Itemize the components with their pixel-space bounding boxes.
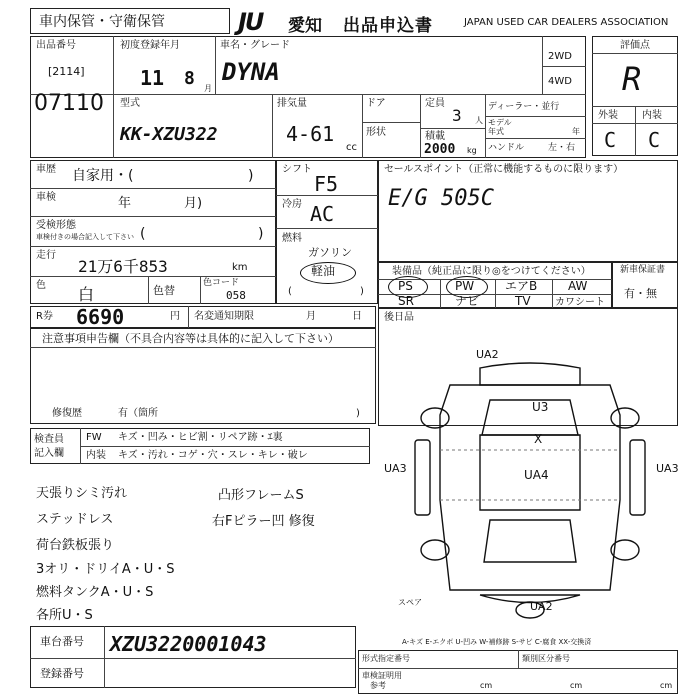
ps-circle [388,276,428,298]
recycle-value: 6690 [76,305,125,329]
sales-point-value: E/G 505C [388,186,494,211]
reg-paren-open: ( [140,226,146,242]
damage-legend: A-キズ E-エクボ U-凹み W-補修跡 S-サビ C-腐食 XX-交換済 [402,638,592,646]
first-reg-unit: 月 [204,84,212,93]
exterior-value: C [604,128,617,152]
name-change-day: 日 [352,311,362,322]
rating-value: R [622,60,642,98]
capacity-label: 定員 [425,98,445,109]
color-value: 白 [78,285,95,304]
load-label: 積載 [425,131,445,142]
inspection-month: 月) [184,196,203,211]
color-label: 色 [36,280,46,291]
first-reg-year: 11 [140,66,165,90]
mileage-label: 走行 [36,250,56,261]
cm-2: cm [570,681,583,690]
sales-point-box [378,160,678,262]
note-5: 燃料タンクA・U・S [36,585,154,600]
note-4: 3オリ・ドリイA・U・S [36,562,175,577]
mark-x: X [534,432,543,446]
ju-logo: JU [238,8,263,36]
form-number-label: 形式指定番号 [362,654,410,663]
displacement-unit: cc [346,142,357,153]
warranty-label: 新車保証書 [620,265,666,275]
inspector-interior: 内装 [86,450,106,461]
color-code-label: 色コード [203,278,240,288]
equip-sr: SR [398,294,414,308]
cm-3: cm [660,681,673,690]
inspection-label: 車検 [36,192,56,203]
displacement-value: 4-61 [286,122,335,146]
repair-label: 修復歴 [52,408,82,419]
shape-label: 形状 [366,127,386,138]
model-year-label: モデル [488,118,512,127]
car-history-value: 自家用・( [72,168,134,184]
rating-label: 評価点 [620,40,650,51]
mileage-unit: km [232,262,248,273]
association-name: JAPAN USED CAR DEALERS ASSOCIATION [464,17,669,28]
storage-label-box [30,8,230,34]
displacement-label: 排気量 [277,98,307,109]
fuel-paren-open: ( [288,286,292,297]
name-change-month: 月 [306,311,316,322]
chassis-value: XZU3220001043 [110,632,267,656]
lot-sub: [2114] [48,65,85,78]
equip-airbag: エアB [505,279,538,293]
form-title: 出品申込書 [343,16,433,36]
chassis-label: 車台番号 [40,635,84,648]
fuel-paren-close: ) [360,286,364,297]
load-unit: kg [467,146,477,155]
notes-label: 注意事項申告欄（不具合内容等は具体的に記入して下さい） [42,332,339,345]
shift-value: F5 [314,172,339,196]
car-damage-diagram [380,340,680,630]
recycle-label: R券 [36,311,53,322]
fuel-label: 燃料 [282,233,302,244]
dimension-label: 車検証明用 [362,671,402,680]
sales-point-label: セールスポイント（正常に機能するものに限ります） [384,164,624,175]
first-reg-month: 8 [184,68,195,89]
category-label: 類別区分番号 [522,654,570,663]
mark-ua2-top: UA2 [476,348,499,361]
note-right-1: 凸形フレームS [218,488,304,503]
mark-ua3-right: UA3 [656,462,679,475]
type-label: 型式 [120,98,140,109]
inspector-fw-items: キズ・凹み・ヒビ割・リペア跡・ｴ裏 [118,432,283,443]
load-value: 2000 [424,142,456,157]
equip-ps: PS [398,279,413,293]
drive-4wd: 4WD [548,76,572,87]
equip-navi: ナビ [455,294,480,308]
car-history-label: 車歴 [36,164,56,175]
inspector-interior-items: キズ・汚れ・コゲ・穴・スレ・キレ・破レ [118,450,308,461]
repair-paren-close: ) [356,408,360,419]
fuel-gas: ガソリン [308,246,352,259]
color-change-label: 色替 [153,284,175,297]
fuel-diesel: 軽油 [311,264,336,278]
inspector-fw: FW [86,432,102,443]
equip-aw: AW [568,279,588,293]
equip-leather: カワシート [555,297,605,308]
capacity-value: 3 [452,106,462,125]
equip-pw: PW [455,279,475,293]
drive-2wd: 2WD [548,51,572,62]
org-name: 愛知 [288,16,322,36]
color-code-value: 058 [226,289,246,302]
spare-label: スペア [398,598,422,607]
type-value: KK-XZU322 [120,124,218,145]
first-reg-label: 初度登録年月 [120,40,180,51]
interior-value: C [648,128,661,152]
inspection-year: 年 [118,196,132,211]
mark-ua2-bottom: UA2 [530,600,553,613]
lot-number: 07110 [34,91,104,116]
lot-label: 出品番号 [36,40,76,51]
exterior-label: 外装 [598,110,618,121]
ac-value: AC [310,202,335,226]
note-2: ステッドレス [36,512,114,527]
mark-u3: U3 [532,400,549,414]
name-change-label: 名変通知期限 [194,311,254,322]
car-history-close: ) [248,168,254,184]
handle-options: 左・右 [548,143,576,153]
warranty-options: 有・無 [624,287,657,300]
equipment-label: 装備品（純正品に限り◎をつけてください） [392,266,591,277]
mark-ua3-left: UA3 [384,462,407,475]
dealer-label: ディーラー・並行 [488,102,560,112]
ac-label: 冷房 [282,199,302,210]
inspector-label-1: 検査員 [34,434,64,445]
reg-number-label: 登録番号 [40,667,84,680]
reg-label: 受検形態 [36,220,76,231]
interior-label: 内装 [642,110,662,121]
note-1: 天張りシミ汚れ [36,486,128,501]
note-6: 各所U・S [36,608,93,623]
inspector-label-2: 記入欄 [34,448,64,459]
nenshiki-label: 年式 [488,127,504,136]
pw-circle [446,276,488,298]
note-right-2: 右Fピラー凹 修復 [212,514,315,529]
equip-tv: TV [515,294,531,308]
capacity-unit: 人 [475,116,483,125]
repair-value: 有（箇所 [118,408,158,419]
shift-label: シフト [282,164,312,175]
recycle-unit: 円 [170,311,180,322]
dimension-sub: 参考 [370,681,386,690]
reg-paren-close: ) [258,226,264,242]
door-label: ドア [366,98,386,109]
handle-label: ハンドル [488,143,525,153]
model-label: 車名・グレード [220,40,290,51]
year-unit: 年 [572,127,580,136]
note-3: 荷台鉄板張り [36,538,115,553]
storage-label: 車内保管・守衛保管 [39,14,165,30]
mark-ua4: UA4 [524,468,549,482]
model-value: DYNA [222,58,280,86]
history-frame [30,160,276,304]
cm-1: cm [480,681,493,690]
after-items-label: 後日品 [384,312,414,323]
mileage-value: 21万6千853 [78,257,168,276]
reg-note: 車検付きの場合記入して下さい [36,233,134,241]
